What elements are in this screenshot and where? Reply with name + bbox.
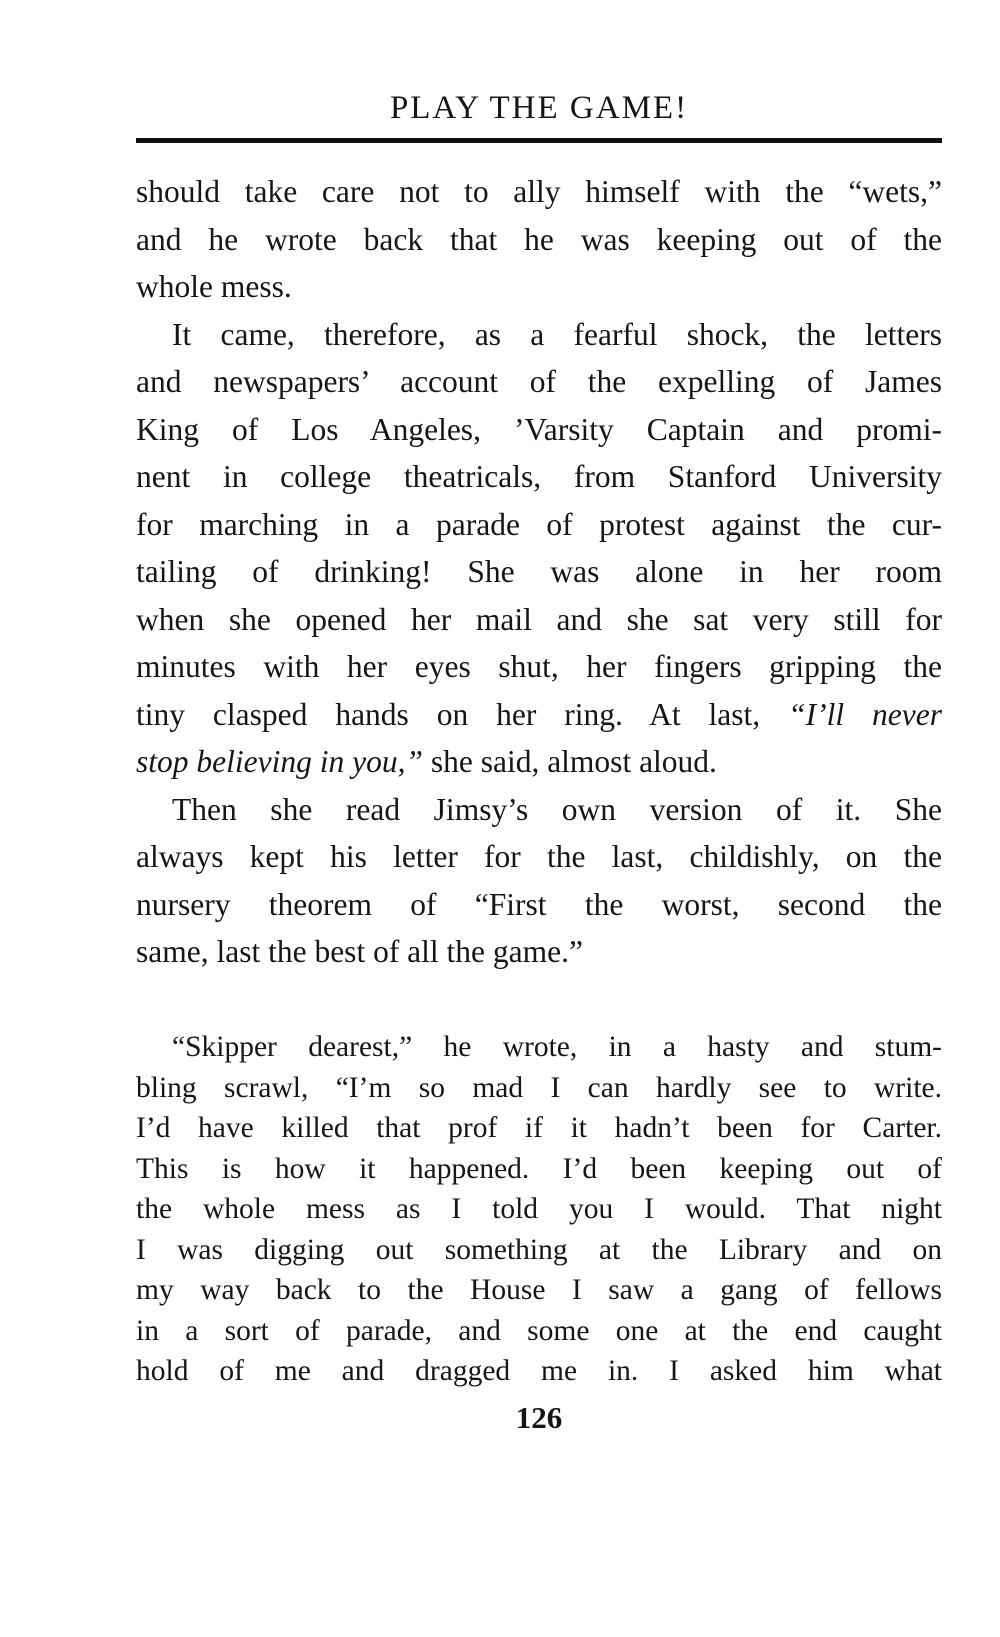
- text-line: always kept his letter for the last, childishly, on the: [136, 839, 942, 874]
- italic-quote: stop believing in you,”: [136, 744, 423, 779]
- text-segment: she said, almost aloud.: [430, 744, 717, 779]
- text-line-with-italic: [136, 738, 942, 786]
- letter-line: “Skipper dearest,” he wrote, in a hasty and stum-: [172, 1031, 942, 1063]
- letter-line: This is how it happened. I’d been keeping out of: [136, 1152, 942, 1185]
- letter-line: the whole mess as I told you I would. That night: [136, 1193, 942, 1225]
- text-line: same, last the best of all the game.”: [136, 934, 583, 969]
- text-line: whole mess.: [136, 269, 292, 304]
- header-rule: [136, 138, 942, 143]
- page-number: 126: [515, 1400, 563, 1435]
- text-line: nent in college theatricals, from Stanford University: [136, 459, 942, 494]
- text-segment: tiny clasped hands on her ring. At last,: [136, 696, 761, 732]
- text-line: Then she read Jimsy’s own version of it. She: [172, 791, 942, 827]
- italic-quote: “I’ll never: [788, 696, 942, 732]
- text-line: tailing of drinking! She was alone in her room: [136, 554, 942, 589]
- text-line: King of Los Angeles, ’Varsity Captain and promi-: [136, 411, 942, 447]
- letter-line: I was digging out something at the Library and on: [136, 1233, 942, 1266]
- letter-line: my way back to the House I saw a gang of fellows: [136, 1274, 942, 1306]
- text-line: It came, therefore, as a fearful shock, the letters: [172, 316, 942, 352]
- running-head: PLAY THE GAME!: [389, 90, 689, 126]
- text-line: minutes with her eyes shut, her fingers gripping the: [136, 649, 942, 684]
- text-line: nursery theorem of “First the worst, second the: [136, 886, 942, 922]
- text-line: and he wrote back that he was keeping out of the: [136, 221, 942, 257]
- letter-line: hold of me and dragged me in. I asked him what: [136, 1355, 942, 1387]
- text-line-with-italic: [136, 691, 942, 739]
- text-line: when she opened her mail and she sat very still for: [136, 601, 942, 637]
- text-line: for marching in a parade of protest against the cur-: [136, 506, 942, 542]
- letter-line: I’d have killed that prof if it hadn’t been for Carter.: [136, 1112, 942, 1144]
- letter-line: in a sort of parade, and some one at the end caught: [136, 1314, 942, 1347]
- text-line: should take care not to ally himself with the “wets,”: [136, 174, 942, 209]
- text-line: and newspapers’ account of the expelling of James: [136, 364, 942, 399]
- narrative-text: [136, 168, 942, 976]
- letter-line: bling scrawl, “I’m so mad I can hardly see to write.: [136, 1071, 942, 1104]
- letter-text: [136, 1027, 942, 1392]
